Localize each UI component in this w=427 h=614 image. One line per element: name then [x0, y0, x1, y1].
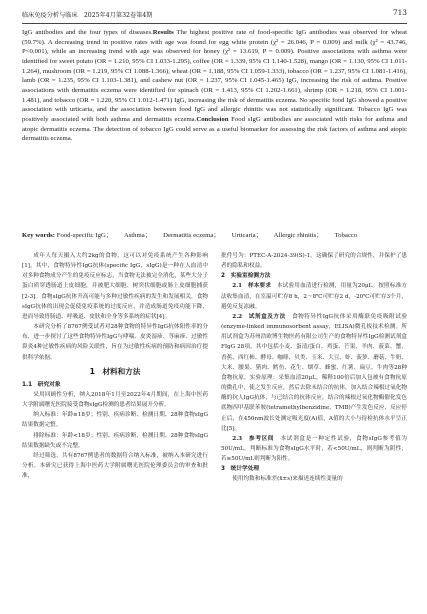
keyword-item: Allergic rhinitis； — [273, 232, 323, 239]
section-heading-materials-methods: 1 材料和方法 — [89, 366, 141, 376]
section-heading-statistics: 3 统计学处理 — [221, 466, 260, 473]
english-abstract — [22, 28, 407, 144]
keyword-item: Tobacco — [334, 232, 358, 239]
left-column — [22, 251, 208, 481]
running-header — [22, 9, 407, 24]
keyword-item: Asthma； — [123, 232, 152, 239]
kit-method-paragraph — [221, 312, 407, 434]
keywords-label: Key words: — [22, 232, 56, 239]
intro-paragraph-1: 成年人每天摄入大约2kg的食物，这可以对免疫系统产生各种影响[1]。其中，食物特异性IgG抗体(specific IgG，sIgG)是一种在人血清中对多种食物成分产生的免疫反应标志，当食物无法被完全消化，某些大分子蛋白质穿透肠道上皮细胞，并被肥大细胞、树突状细胞或肠上皮细胞捕获[2-3]。食物sIgG抗体升高可能与多种过敏性疾病的发生和发展相关，食物sIgG抗体的出现会促使免疫系统的过度反应，并造成肠道免疫功能下降，进而导致胃肠道、呼吸道、皮肤和全身等多系统的症状[4]。 — [22, 253, 208, 320]
results-label: Results — [152, 29, 174, 36]
abstract-part-1: IgG antibodies and the four types of diseases. — [22, 29, 153, 36]
subsection-heading-kit: 2.2 试剂盒及方法 — [232, 313, 286, 320]
abstract-part-2: The highest positive rate of food-specific IgG antibodies was observed for wheat (59.7%). A decreasing trend in positive rates with age was found for egg white protein (χ² = 26.046, P = 0.009) and milk (χ² = 43.746, P<0.001), while an increasing trend with age was observed for honey (χ² = 13.619, P = 0.009). Positive associations with asthma were identified for sweet potato (OR = 1.210, 95% CI 1.033-1.295), coffee (OR = 1.339, 95% CI 1.140-1.528), mango (OR = 1.130, 95% CI 1.011-1.264), mushroom (OR = 1.219, 95% CI 1.088-1.366), wheat (OR = 1.188, 95% CI 1.059-1.333), tobacco (OR = 1.237, 95% CI 1.081-1.416), lamb (OR = 1.235, 95% CI 1.103-1.381), and cashew nut (OR = 1.237, 95% CI 1.045-1.465) IgG, increasing the risk of asthma. Positive associations with dermatitis eczema were identified for spinach (OR = 1.413, 95% CI 1.202-1.661), shrimp (OR = 1.218, 95% CI 1.001-1.481), and tobacco (OR = 1.220, 95% CI 1.012-1.471) IgG, increasing the risk of dermatitis eczema. No specific food IgG showed a positive association with urticaria, and the association between food IgG and allergic rhinitis was not statistically significant. Tobacco IgG was positively associated with both asthma and dermatitis eczema. — [22, 29, 407, 123]
reference-range-paragraph — [221, 434, 407, 464]
journal-info: 临床免疫分析与临床 2025年4月第32卷第4期 — [22, 12, 153, 19]
right-column — [221, 251, 407, 485]
intro-paragraph-2: 本研究分析了8767例受试者对28种食物的特异性IgG抗体阳性率的分布，进一步探讨了这些食物特异性IgG与哮喘、皮炎湿疹、荨麻疹、过敏性鼻炎4种过敏性疾病的风险关联性，旨在为过敏性疾病的预防和病因治疗提供科学依据。 — [22, 324, 208, 361]
subsection-heading-sample: 2.1 样本要求 — [232, 283, 272, 290]
inclusion-criteria: 纳入标准：年龄≥18岁；性别、疾病诊断、检测日期、28种食物sIgG结果数据完整。 — [22, 412, 208, 429]
ethics-paragraph: 批件号为：PTEC-A-2024-39(S)-1。这确保了研究的合规性，并保护了患者的隐私和权益。 — [221, 253, 407, 270]
sample-requirements-text: 本试验用血清进行检测，用量为20μL。按照标准方法收集血清，在室温可贮存8 h，2～8℃可贮存2 d，-20℃可贮存3个月，避免反复冻融。 — [221, 283, 407, 310]
screening-paragraph: 经过筛选，共有8767例患者的数据符合纳入标准，被纳入本研究进行分析。本研究已获得上海中医药大学附属曙光医院伦理委员会的审查和批准， — [22, 452, 208, 480]
kit-method-text: 食物特异性IgG抗体采用酶联免疫吸附试验(enzyme-linked immunosorbent assay，ELISA)微孔板技术检测。所用试剂盒为苏州浩欧博生物医药有限公司生产的食物特异性IgG检测试剂盒FIgG 28项，其中包括小麦、蛋清/蛋白、鸡蛋、芒果、羊肉、菠菜、蟹、香蕉、西红柿、酵母、咖啡、贝类、玉米、大豆、虾、菠萝、蘑菇、牛奶、大米、腰果、猪肉、鳕鱼、花生、烟草、蜂蜜、红薯、扁豆、牛肉等28种食物抗原。实验原理：采集血清20μL，稀释100倍后加入包被有食物抗原的微孔中，使之发生反应，然后去除未结合的抗体，加入结合辣根过氧化物酶的抗人IgG抗体，与已结合的抗体反应，结合的辣根过氧化物酶催化发色底物四甲基联苯胺(tetramethylbenzidine，TMB)产生发色反应，反应停止后，在450nm波长处测定吸光度(A)值，A值的大小与待检抗体水平呈正比[5]。 — [221, 313, 408, 432]
exclusion-criteria: 排除标准：年龄<18岁；性别、疾病诊断、检测日期、28种食物sIgG结果数据缺失或不完整。 — [22, 432, 208, 449]
page-number: 713 — [392, 8, 407, 17]
conclusion-label: Conclusion — [196, 115, 229, 123]
abstract-part-3: Food sIgG antibodies are associated with risks for asthma and atopic dermatitis eczema. The detection of tobacco IgG could serve as a useful biomarker for assessing the risk factors of asthma and atopic dermatitis eczema. — [22, 115, 407, 143]
sample-requirements-paragraph — [221, 281, 407, 311]
keywords-line — [22, 231, 407, 241]
reference-range-text: 本试剂盒是一种定性试验，食物sIgG参考值为50U/mL，判断标准为食物sIgG水平时，若<50U/mL，则判断为阴性，若≥50U/mL则判断为阳性。 — [221, 435, 407, 463]
statistics-paragraph: 使用均数和标准差(x̄±s)来描述连续性变量的 — [232, 476, 343, 483]
keyword-item: Dermatitis eczema； — [163, 232, 221, 239]
subsection-heading-reference: 2.3 参考区间 — [232, 435, 275, 442]
section-heading-lab-methods: 2 实验室检测方法 — [221, 273, 271, 280]
subjects-paragraph: 采用回顾性分析，纳入2018年1月至2022年4月期间，在上海中医药大学附属曙光医院接受食物sIgG检测的患者结果展开分析。 — [22, 391, 208, 409]
keyword-item: Urticaria； — [231, 232, 263, 239]
subsection-heading-subjects: 1.1 研究对象 — [22, 381, 61, 388]
keyword-item: Food-specific IgG； — [56, 232, 113, 239]
